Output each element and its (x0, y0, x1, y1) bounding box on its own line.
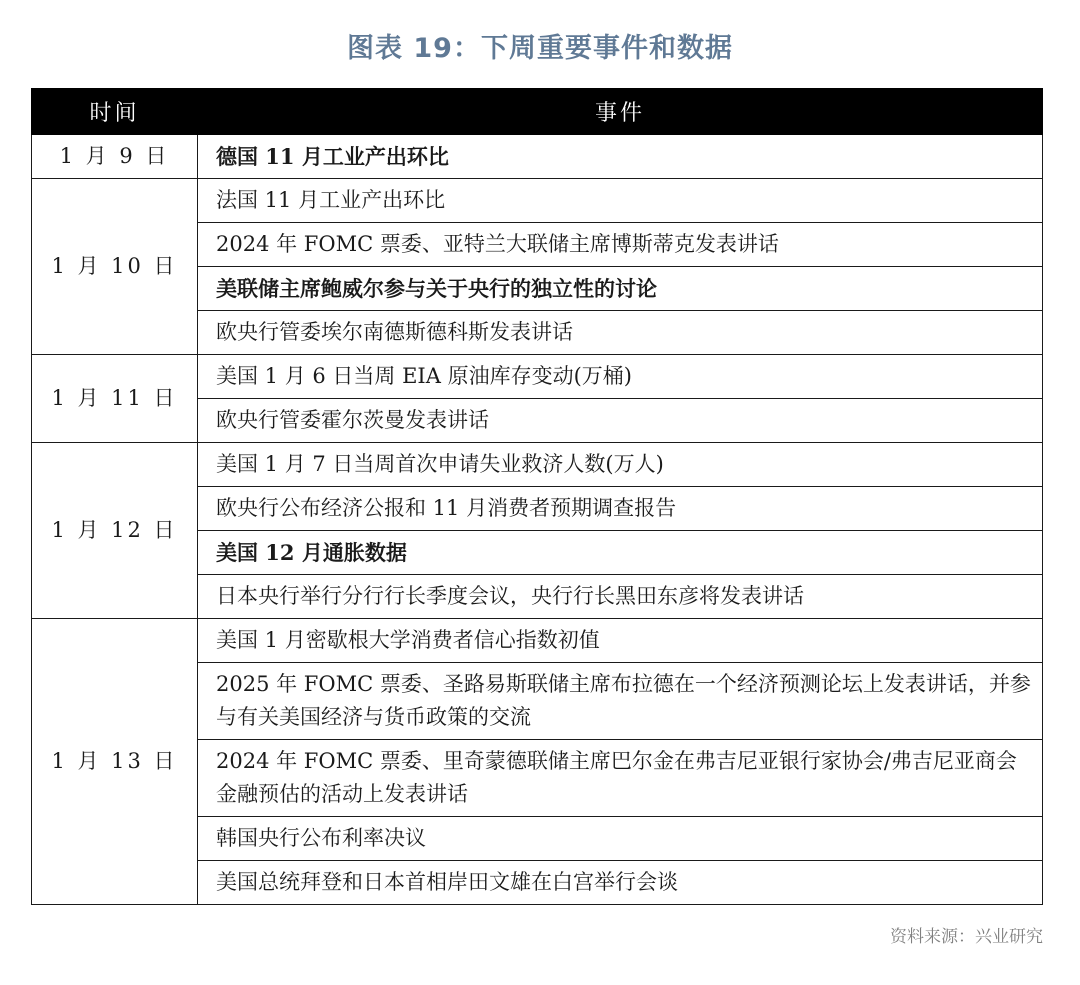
event-cell: 2024 年 FOMC 票委、亚特兰大联储主席博斯蒂克发表讲话 (198, 223, 1043, 267)
date-cell: 1 月 13 日 (32, 619, 198, 905)
table-row (32, 355, 1043, 399)
event-cell: 美国 1 月 6 日当周 EIA 原油库存变动(万桶) (198, 355, 1043, 399)
event-cell: 2025 年 FOMC 票委、圣路易斯联储主席布拉德在一个经济预测论坛上发表讲话，并参与有关美国经济与货币政策的交流 (198, 663, 1043, 740)
event-cell: 日本央行举行分行行长季度会议，央行行长黑田东彦将发表讲话 (198, 575, 1043, 619)
header-time: 时间 (32, 89, 198, 135)
events-body (32, 135, 1043, 905)
event-cell: 美联储主席鲍威尔参与关于央行的独立性的讨论 (198, 267, 1043, 311)
events-table (31, 88, 1043, 905)
figure-title: 图表 19：下周重要事件和数据 (347, 33, 733, 64)
table-row (32, 619, 1043, 663)
source-note: 资料来源：兴业研究 (890, 927, 1043, 947)
date-cell: 1 月 9 日 (32, 135, 198, 179)
event-cell: 欧央行管委埃尔南德斯德科斯发表讲话 (198, 311, 1043, 355)
event-cell: 美国 1 月密歇根大学消费者信心指数初值 (198, 619, 1043, 663)
event-cell: 美国总统拜登和日本首相岸田文雄在白宫举行会谈 (198, 861, 1043, 905)
header-event: 事件 (198, 89, 1043, 135)
event-cell: 美国 1 月 7 日当周首次申请失业救济人数(万人) (198, 443, 1043, 487)
event-cell: 欧央行管委霍尔茨曼发表讲话 (198, 399, 1043, 443)
table-row (32, 135, 1043, 179)
event-cell: 欧央行公布经济公报和 11 月消费者预期调查报告 (198, 487, 1043, 531)
header-row (32, 89, 1043, 135)
event-cell: 美国 12 月通胀数据 (198, 531, 1043, 575)
event-cell: 德国 11 月工业产出环比 (198, 135, 1043, 179)
date-cell: 1 月 12 日 (32, 443, 198, 619)
event-cell: 韩国央行公布利率决议 (198, 817, 1043, 861)
date-cell: 1 月 11 日 (32, 355, 198, 443)
table-row (32, 179, 1043, 223)
event-cell: 法国 11 月工业产出环比 (198, 179, 1043, 223)
event-cell: 2024 年 FOMC 票委、里奇蒙德联储主席巴尔金在弗吉尼亚银行家协会/弗吉尼亚商会金融预估的活动上发表讲话 (198, 740, 1043, 817)
date-cell: 1 月 10 日 (32, 179, 198, 355)
table-row (32, 443, 1043, 487)
